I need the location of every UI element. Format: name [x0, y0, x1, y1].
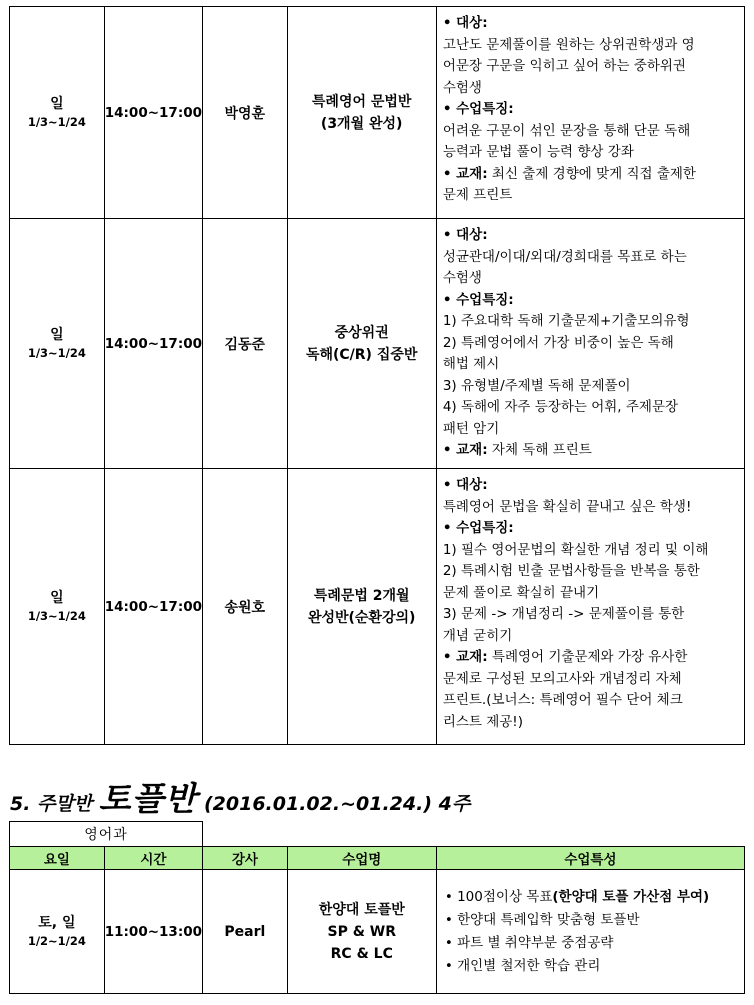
day-cell: [10, 219, 105, 469]
description-line: 개념 굳히기: [442, 627, 513, 644]
header-day: 요일: [10, 847, 105, 870]
bullet-inline-text: 최신 출제 경향에 맞게 직접 출제한: [487, 165, 696, 182]
description-cell: [436, 219, 744, 469]
day: 일: [50, 589, 64, 606]
date-range: 1/2~1/24: [27, 933, 86, 948]
description-heading: [443, 518, 740, 540]
course-line: SP & WR: [327, 923, 397, 940]
course-line: 한양대 토플반: [318, 901, 405, 918]
course-line: RC & LC: [330, 945, 393, 962]
description-line: 2) 특례영어에서 가장 비중이 높은 독해: [442, 334, 674, 351]
description-heading: [443, 647, 740, 669]
feature-item: • 100점이상 목표(한양대 토플 가산점 부여): [444, 888, 710, 905]
description-line: 문제 프린트: [442, 187, 513, 203]
day: 일: [50, 326, 64, 343]
bullet-label: • 수업특징:: [442, 291, 514, 308]
features-cell: [436, 870, 744, 994]
section-period: (2016.01.02.~01.24.) 4주: [197, 793, 471, 815]
bullet-label: • 교재:: [442, 165, 488, 182]
description-line: 프린트.(보너스: 특례영어 필수 단어 체크: [442, 692, 683, 708]
description-line: 수험생: [442, 270, 482, 286]
course-cell: [287, 7, 436, 219]
time-cell: 14:00~17:00: [104, 469, 202, 745]
day-cell: [10, 870, 105, 994]
day-cell: [10, 469, 105, 745]
table-row: [10, 469, 745, 745]
day: 일: [50, 95, 64, 112]
day: 토, 일: [38, 914, 76, 931]
course-cell: [287, 870, 436, 994]
course-cell: [287, 469, 436, 745]
description-line: 3) 문제 -> 개념정리 -> 문제풀이를 통한: [442, 606, 685, 622]
description-line: 성균관대/이대/외대/경희대를 목표로 하는: [442, 248, 687, 265]
description-line: 특례영어 문법을 확실히 끝내고 싶은 학생!: [442, 498, 692, 515]
section-number: 5. 주말반: [10, 793, 99, 815]
description-heading: [443, 99, 740, 121]
description-line: 3) 유형별/주제별 독해 문제풀이: [442, 377, 631, 394]
bullet-label: • 교재:: [442, 442, 488, 458]
description-heading: [443, 440, 740, 462]
course-line: 특례문법 2개월: [313, 587, 410, 604]
table-header-row: [10, 847, 745, 870]
table-row: [10, 870, 745, 994]
description-line: 어려운 구문이 섞인 문장을 통해 단문 독해: [442, 122, 691, 139]
description-line: 고난도 문제풀이를 원하는 상위권학생과 영: [442, 36, 695, 53]
description-heading: [443, 290, 740, 312]
description-heading: [443, 164, 740, 186]
date-range: 1/3~1/24: [27, 608, 86, 623]
date-range: 1/3~1/24: [27, 114, 86, 129]
feature-item: • 한양대 특례입학 맞춤형 토플반: [444, 911, 640, 928]
header-teacher: 강사: [203, 847, 288, 870]
time-cell: 14:00~17:00: [104, 219, 202, 469]
course-line: 완성반(순환강의): [307, 609, 416, 626]
feature-item: • 파트 별 취약부분 중점공략: [444, 934, 614, 951]
time-cell: 11:00~13:00: [104, 870, 202, 994]
description-heading: [443, 475, 740, 497]
course-line: 독해(C/R) 집중반: [305, 346, 418, 363]
description-heading: [443, 13, 740, 35]
course-line: 특례영어 문법반: [311, 93, 412, 110]
description-line: 1) 주요대학 독해 기출문제+기출모의유형: [442, 313, 690, 329]
bullet-label: • 수업특징:: [442, 520, 514, 536]
table-row: [10, 7, 745, 219]
department-label: 영어과: [10, 822, 203, 847]
bullet-inline-text: 자체 독해 프린트: [487, 442, 592, 458]
feature-item: • 개인별 철저한 학습 관리: [444, 957, 601, 974]
description-line: 어문장 구문을 익히고 싶어 하는 중하위권: [442, 58, 686, 74]
teacher-cell: 송원호: [203, 469, 288, 745]
bullet-label: • 대상:: [442, 477, 488, 493]
bullet-inline-text: 특례영어 기출문제와 가장 유사한: [487, 649, 688, 665]
description-heading: [443, 225, 740, 247]
description-line: 4) 독해에 자주 등장하는 어휘, 주제문장: [442, 399, 679, 415]
header-time: 시간: [104, 847, 202, 870]
description-line: 리스트 제공!): [442, 713, 523, 730]
description-line: 수험생: [442, 79, 482, 96]
day-cell: [10, 7, 105, 219]
course-cell: [287, 219, 436, 469]
description-line: 2) 특례시험 빈출 문법사항들을 반복을 통한: [442, 563, 700, 579]
description-line: 문제로 구성된 모의고사와 개념정리 자체: [442, 670, 682, 687]
description-line: 해법 제시: [442, 356, 500, 372]
description-line: 문제 풀이로 확실히 끝내기: [442, 584, 600, 601]
description-cell: [436, 7, 744, 219]
description-cell: [436, 469, 744, 745]
time-cell: 14:00~17:00: [104, 7, 202, 219]
description-line: 패턴 암기: [442, 420, 500, 437]
teacher-cell: 박영훈: [203, 7, 288, 219]
course-line: 중상위권: [334, 324, 389, 341]
bullet-label: • 대상:: [442, 15, 488, 31]
bullet-label: • 교재:: [442, 649, 488, 665]
description-line: 1) 필수 영어문법의 확실한 개념 정리 및 이해: [442, 541, 709, 558]
table-row: [10, 219, 745, 469]
schedule-table-top: [9, 6, 745, 745]
header-course: 수업명: [287, 847, 436, 870]
teacher-cell: 김동준: [203, 219, 288, 469]
section-title: 토플반: [98, 779, 198, 818]
header-features: 수업특성: [436, 847, 744, 870]
bullet-label: • 수업특징:: [442, 101, 514, 117]
teacher-cell: Pearl: [203, 870, 288, 994]
schedule-table-bottom: [9, 821, 745, 994]
date-range: 1/3~1/24: [27, 345, 86, 360]
section-heading: [10, 773, 470, 820]
description-line: 능력과 문법 풀이 능력 향상 강좌: [442, 144, 634, 160]
course-line: (3개월 완성): [320, 115, 403, 132]
bullet-label: • 대상:: [442, 227, 488, 243]
